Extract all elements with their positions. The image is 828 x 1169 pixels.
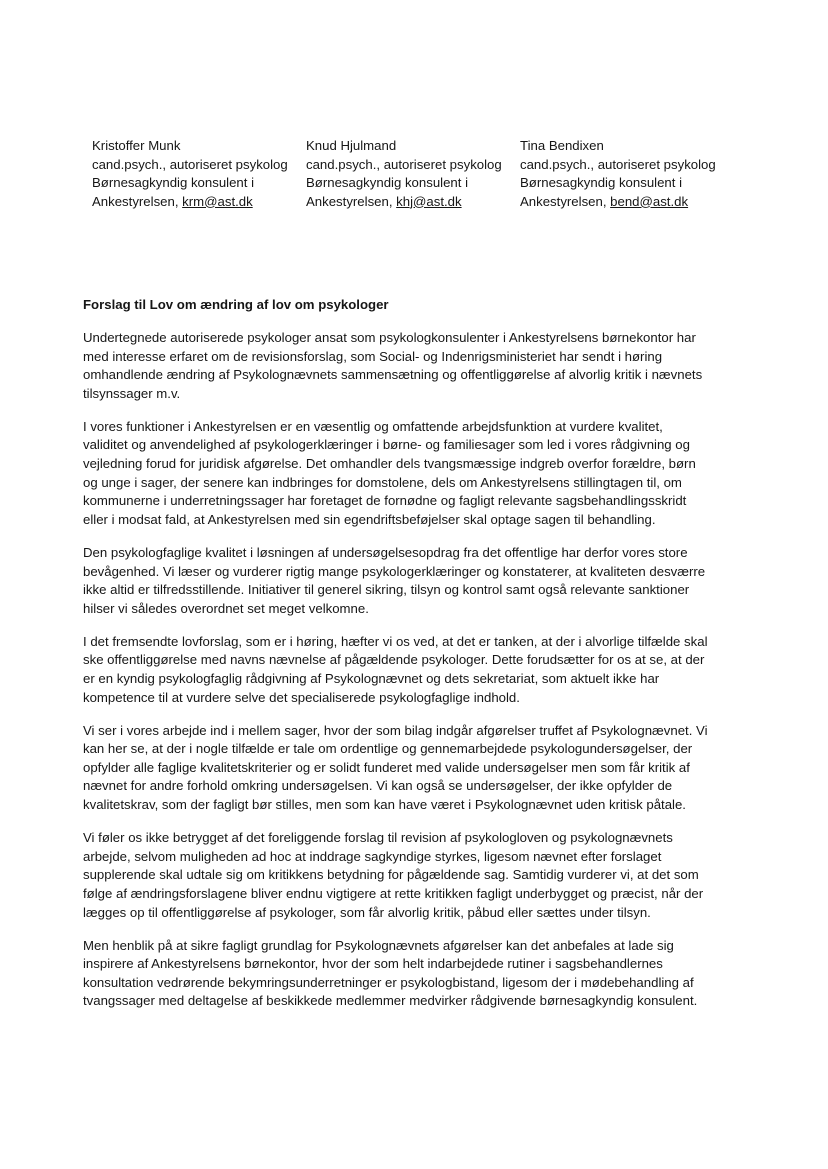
text-line: følge af ændringsforslagene bliver endnu vigtigere at rette kritikken fagligt underbygget og præcist, når der	[83, 885, 704, 901]
paragraph-6	[83, 829, 739, 922]
text-line: ske offentliggørelse med navns nævnelse af pågældende psykologer. Dette forudsætter for os at se, at der	[83, 652, 705, 668]
text-line: Vi føler os ikke betrygget af det foreliggende forslag til revision af psykologloven og psykolognævnets	[83, 830, 673, 846]
text-line: med interesse erfaret om de revisionsforslag, som Social- og Indenrigsministeriet har sendt i høring	[83, 348, 663, 364]
author-role: Børnesagkyndig konsulent i	[520, 175, 683, 190]
text-line: kvalitetskrav, som der fagligt bør stilles, men som kan have været i Psykolognævnet uden kritisk påtale.	[83, 797, 686, 813]
author-org: Ankestyrelsen,	[306, 193, 397, 209]
text-line: er en kyndig psykologfaglig rådgivning af Psykolognævnet og dets sekretariat, som aktuelt ikke har	[83, 671, 660, 686]
text-line: Undertegnede autoriserede psykologer ansat som psykologkonsulenter i Ankestyrelsens børnekontor har	[83, 330, 696, 345]
text-line: omhandlende ændring af Psykolognævnets sammensætning og offentliggørelse af alvorlig kritik i nævnets	[83, 367, 703, 383]
text-line: Men henblik på at sikre fagligt grundlag for Psykolognævnets afgørelser kan det anbefales at lade sig	[83, 937, 674, 953]
author-org-line	[92, 193, 306, 212]
text-line: tvangssager med deltagelse af beskikkede medlemmer medvirker rådgivende børnesagkyndig konsulent.	[83, 993, 698, 1009]
author-3	[520, 137, 740, 211]
document-title: Forslag til Lov om ændring af lov om psykologer	[83, 297, 389, 312]
author-name: Knud Hjulmand	[306, 138, 397, 153]
text-line: konsultation vedrørende bekymringsunderretninger er psykologbistand, ligesom der i mødebehandling af	[83, 974, 694, 990]
text-line: opfylder alle faglige kvalitetskriterier og er solidt funderet med valide undersøgelser men som får kritik af	[83, 759, 690, 775]
paragraph-1	[83, 329, 739, 403]
author-2	[306, 137, 520, 211]
author-role: Børnesagkyndig konsulent i	[306, 175, 469, 190]
text-line: supplerende skal udtale sig om kritikkens betydning for pågældende sag. Samtidig vurderer vi, at det som	[83, 867, 699, 883]
text-line: Vi ser i vores arbejde ind i mellem sager, hvor der som bilag indgår afgørelser truffet af Psykolognævnet. Vi	[83, 722, 708, 738]
paragraph-2	[83, 418, 739, 530]
author-org: Ankestyrelsen,	[92, 193, 183, 209]
paragraph-7	[83, 937, 739, 1011]
text-line: kan her se, at der i nogle tilfælde er tale om ordentlige og gennemarbejdede psykologundersøgelser, der	[83, 741, 693, 757]
author-title: cand.psych., autoriseret psykolog	[306, 156, 502, 172]
author-email-link[interactable]: krm@ast.dk	[182, 193, 253, 209]
text-line: vejledning forud for juridisk afgørelse. Det omhandler dels tvangsmæssige indgreb overfor forældre, børn	[83, 456, 696, 472]
text-line: ikke altid er tilfredsstillende. Initiativer til generel sikring, tilsyn og kontrol samt også relevante sanktioner	[83, 582, 690, 598]
document-body	[83, 329, 739, 1026]
paragraph-4	[83, 633, 739, 707]
author-role: Børnesagkyndig konsulent i	[92, 175, 255, 190]
text-line: inspirere af Ankestyrelsens børnekontor, hvor der som helt indarbejdede rutiner i sagsbehandlernes	[83, 956, 663, 972]
author-title: cand.psych., autoriseret psykolog	[520, 156, 716, 172]
text-line: validitet og anvendelighed af psykologerklæringer i børne- og familiesager som led i vores rådgivning og	[83, 437, 690, 453]
text-line: og unge i sager, der senere kan indbringes for domstolene, dels om Ankestyrelsens stillingtagen til, om	[83, 474, 682, 490]
text-line: arbejde, selvom muligheden ad hoc at inddrage sagkyndige styrkes, ligesom nævnet efter forslaget	[83, 848, 662, 864]
text-line: bevågenhed. Vi læser og vurderer rigtig mange psykologerklæringer og konstaterer, at kvaliteten desværre	[83, 563, 706, 579]
paragraph-5	[83, 722, 739, 815]
author-name: Tina Bendixen	[520, 138, 604, 153]
author-org-line	[520, 193, 740, 212]
author-email-link[interactable]: khj@ast.dk	[396, 193, 462, 209]
paragraph-3	[83, 544, 739, 618]
text-line: eller i modsat fald, at Ankestyrelsen med sin egendriftsbeføjelser skal optage sagen til behandling.	[83, 511, 656, 527]
text-line: I det fremsendte lovforslag, som er i høring, hæfter vi os ved, at det er tanken, at der i alvorlige tilfælde skal	[83, 633, 708, 649]
author-org: Ankestyrelsen,	[520, 193, 611, 209]
text-line: kompetence til at vurdere selve det specialiserede psykologfaglige indhold.	[83, 689, 520, 705]
text-line: kommunerne i underretningssager har foretaget de fornødne og fagligt relevante sagsbehandlingsskridt	[83, 493, 687, 509]
author-org-line	[306, 193, 520, 212]
text-line: I vores funktioner i Ankestyrelsen er en væsentlig og omfattende arbejdsfunktion at vurdere kvalitet,	[83, 418, 663, 434]
text-line: hilser vi således overordnet set meget velkomne.	[83, 600, 369, 616]
author-block	[92, 137, 742, 211]
text-line: lægges op til offentliggørelse af psykologer, som får alvorlig kritik, påbud eller sættes under tilsyn.	[83, 904, 651, 920]
author-1	[92, 137, 306, 211]
text-line: Den psykologfaglige kvalitet i løsningen af undersøgelsesopdrag fra det offentlige har derfor vores store	[83, 544, 688, 560]
author-email-link[interactable]: bend@ast.dk	[610, 193, 689, 209]
author-name: Kristoffer Munk	[92, 138, 181, 153]
author-title: cand.psych., autoriseret psykolog	[92, 156, 288, 172]
text-line: tilsynssager m.v.	[83, 385, 181, 401]
text-line: nævnet for andre forhold omkring undersøgelsen. Vi kan også se undersøgelser, der ikke opfylder de	[83, 778, 673, 794]
